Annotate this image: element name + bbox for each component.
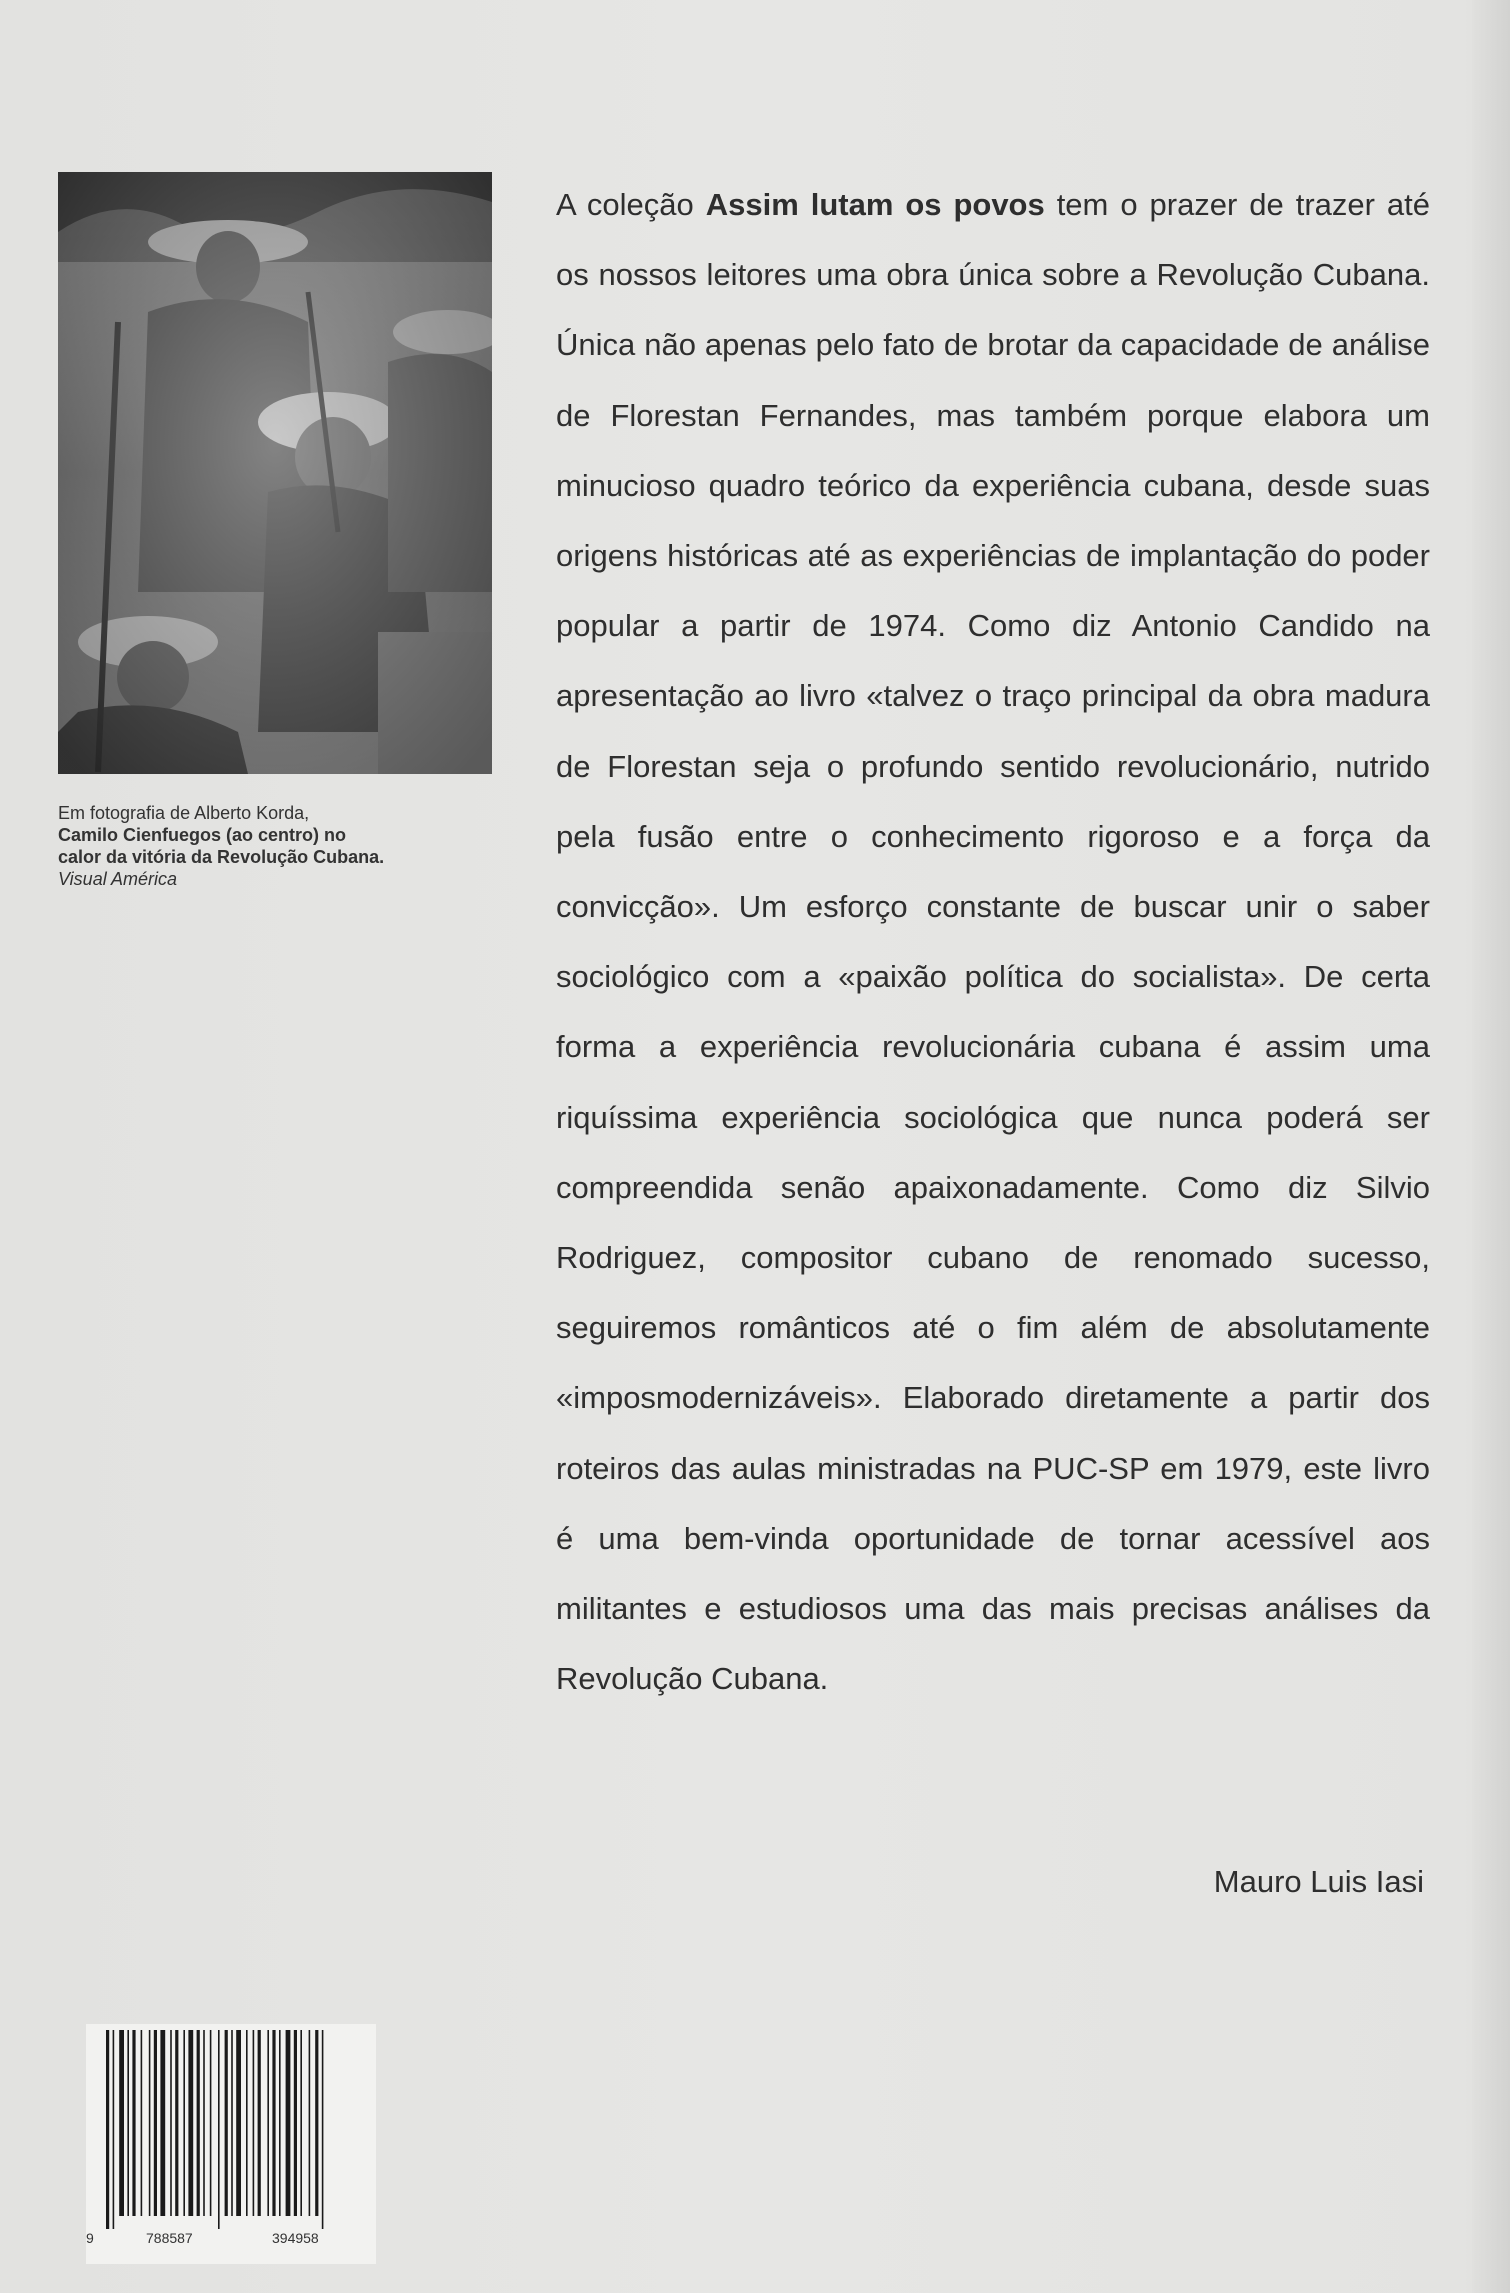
barcode-bar [218, 2030, 220, 2229]
caption-credit: Visual América [58, 869, 178, 889]
photo-caption [58, 802, 518, 890]
barcode-bar [253, 2030, 255, 2216]
cover-photograph [58, 172, 492, 774]
barcode-bar [175, 2030, 178, 2216]
barcode-first-digit: 9 [86, 2230, 94, 2246]
isbn-barcode [86, 2024, 376, 2264]
barcode-bar [127, 2030, 129, 2216]
barcode-bar [322, 2030, 324, 2229]
barcode-bar [246, 2030, 248, 2216]
barcode-bar [279, 2030, 281, 2216]
barcode-right-group: 394958 [272, 2230, 319, 2246]
barcode-bar [197, 2030, 200, 2216]
barcode-bar [154, 2030, 157, 2216]
blurb-intro: A coleção [556, 187, 706, 222]
barcode-bar [106, 2030, 109, 2229]
barcode-bar [286, 2030, 291, 2216]
spine-edge [1472, 0, 1510, 2293]
barcode-bar [300, 2030, 302, 2216]
barcode-bars [86, 2024, 376, 2229]
caption-line-2: Camilo Cienfuegos (ao centro) no [58, 825, 347, 845]
barcode-bar [309, 2030, 311, 2216]
blurb-text: tem o prazer de trazer até os nossos leitores uma obra única sobre a Revolução Cubana. Única não apenas pelo fato de brotar da capacidade de análise de Florestan Fernandes, mas também porque elabora um minucioso quadro teórico da experiência cubana, desde suas origens históricas até as experiências de implantação do poder popular a partir de 1974. Como diz Antonio Candido na apresentação ao livro «talvez o traço principal da obra madura de Florestan seja o profundo sentido revolucionário, nutrido pela fusão entre o conhecimento rigoroso e a força da convicção». Um esforço constante de buscar unir o saber sociológico com a «paixão política do socialista». De certa forma a experiência revolucionária cubana é assim uma riquíssima experiência sociológica que nunca poderá ser compreendida senão apaixonadamente. Como diz Silvio Rodriguez, compositor cubano de renomado sucesso, seguiremos românticos até o fim além de absolutamente «imposmodernizáveis». Elaborado diretamente a partir dos roteiros das aulas ministradas na PUC-SP em 1979, este livro é uma bem-vinda oportunidade de tornar acessível aos militantes e estudiosos uma das mais precisas análises da Revolução Cubana. [556, 187, 1431, 1697]
barcode-bar [160, 2030, 165, 2216]
barcode-bar [272, 2030, 275, 2216]
barcode-bar [188, 2030, 193, 2216]
barcode-bar [113, 2030, 115, 2229]
caption-line-3: calor da vitória da Revolução Cubana. [58, 847, 385, 867]
barcode-bar [294, 2030, 297, 2216]
barcode-bar [225, 2030, 228, 2216]
barcode-bar [183, 2030, 185, 2216]
barcode-bar [267, 2030, 269, 2216]
back-cover-blurb [556, 170, 1430, 1714]
barcode-bar [231, 2030, 233, 2216]
blurb-author: Mauro Luis Iasi [1213, 1864, 1424, 1899]
barcode-bar [119, 2030, 124, 2216]
barcode-bar [210, 2030, 212, 2216]
barcode-left-group: 788587 [146, 2230, 193, 2246]
barcode-bar [141, 2030, 143, 2216]
collection-name: Assim lutam os povos [705, 187, 1045, 222]
barcode-bar [170, 2030, 172, 2216]
barcode-bar [315, 2030, 318, 2216]
barcode-bar [236, 2030, 241, 2216]
barcode-bar [149, 2030, 151, 2216]
caption-line-1: Em fotografia de Alberto Korda, [58, 803, 310, 823]
photograph-image [58, 172, 492, 774]
barcode-bar [203, 2030, 205, 2216]
barcode-bar [258, 2030, 261, 2216]
barcode-bar [132, 2030, 135, 2216]
